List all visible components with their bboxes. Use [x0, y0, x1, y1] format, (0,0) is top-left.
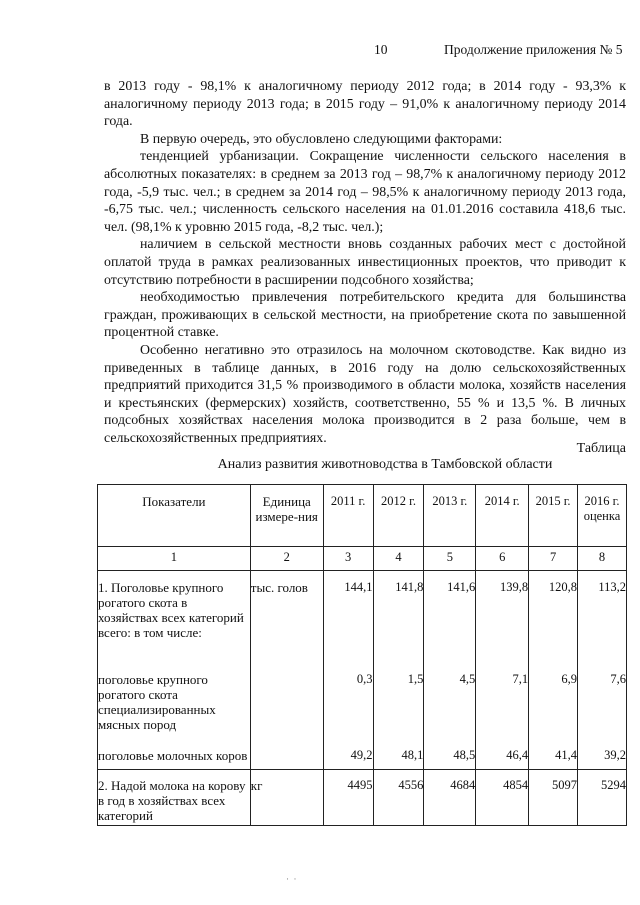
column-number: 3: [323, 547, 373, 571]
page-header: [0, 42, 640, 62]
table-label: Таблица: [576, 441, 626, 456]
column-number: 1: [98, 547, 251, 571]
page-number: 10: [374, 42, 388, 57]
continuation-note: Продолжение приложения № 5: [444, 42, 623, 57]
value: 0,3: [356, 672, 373, 686]
value: 141,8: [395, 580, 424, 594]
paragraph: наличием в сельской местности вновь созданных рабочих мест с достойной оплатой труда в рамках реализованных инвестиционных проектов, что приводит к отсутствию потребности в расширении подсобного хозяйства;: [104, 237, 626, 288]
indicator-cell: [98, 571, 251, 770]
header-year: 2012 г.: [373, 485, 424, 547]
header-year: 2011 г.: [323, 485, 373, 547]
value: 6,9: [561, 672, 577, 686]
value: 48,1: [401, 748, 424, 762]
header-indicator: Показатели: [98, 485, 251, 547]
value: 4,5: [459, 672, 476, 686]
column-number: 2: [250, 547, 323, 571]
table-title: Анализ развития животноводства в Тамбовской области: [217, 457, 553, 472]
value: 7,6: [610, 672, 626, 686]
value: 1,5: [407, 672, 424, 686]
scan-mark: · ·: [286, 874, 297, 884]
value: 7,1: [512, 672, 529, 686]
value: 41,4: [555, 748, 577, 762]
column-number: 4: [373, 547, 424, 571]
column-number: 7: [529, 547, 578, 571]
value-cell-2014: 4854: [476, 770, 529, 826]
header-year: 2014 г.: [476, 485, 529, 547]
table-header-row: [98, 485, 627, 547]
row-label-cattle-total: 1. Поголовье крупного рогатого скота в хозяйствах всех категорий всего: в том числе:: [98, 580, 244, 640]
paragraph: Особенно негативно это отразилось на молочном скотоводстве. Как видно из приведенных в таблице данных, в 2016 году на долю сельскохозяйственных предприятий приходится 31,5 % производимого в области молока, хозяйств населения и крестьянских (фермерских) хозяйств, соответственно, 55 % и 13,5 %. В личных подсобных хозяйствах населения молока производится в 2 раза больше, чем в сельскохозяйственных предприятиях.: [104, 342, 626, 446]
value-cell-2013: 4684: [424, 770, 476, 826]
header-year: 2015 г.: [529, 485, 578, 547]
paragraph: необходимостью привлечения потребительского кредита для большинства граждан, проживающих в сельской местности, на приобретение скота по завышенной процентной ставке.: [104, 290, 626, 341]
value: 144,1: [344, 580, 373, 594]
column-number: 5: [424, 547, 476, 571]
unit-cell: кг: [250, 770, 323, 826]
table-row: [98, 571, 627, 770]
header-year: 2016 г. оценка: [578, 485, 627, 547]
paragraph: тенденцией урбанизации. Сокращение численности сельского населения в абсолютных показателях: в среднем за 2013 год – 98,7% к аналогичному периоду 2012 года, -5,9 тыс. чел.; в среднем за 2014 год – 98,5% к аналогичному периоду 2013 года, -6,75 тыс. чел.; численность сельского населения на 01.01.2016 составила 418,6 тыс. чел. (98,1% к уровню 2015 года, -8,2 тыс. чел.);: [104, 149, 626, 235]
paragraph: В первую очередь, это обусловлено следующими факторами:: [140, 131, 503, 147]
table-row: [98, 770, 627, 826]
value: 139,8: [500, 580, 529, 594]
column-number: 6: [476, 547, 529, 571]
value-cell-2011: 4495: [323, 770, 373, 826]
value-cell-2013: [424, 571, 476, 770]
livestock-table: [97, 484, 627, 826]
value: 46,4: [506, 748, 529, 762]
value: 141,6: [447, 580, 476, 594]
value-cell-2012: 4556: [373, 770, 424, 826]
value: 113,2: [598, 580, 626, 594]
value-cell-2015: [529, 571, 578, 770]
value-cell-2012: [373, 571, 424, 770]
column-number: 8: [578, 547, 627, 571]
value: 39,2: [604, 748, 626, 762]
value-cell-2016: [578, 571, 627, 770]
value: 49,2: [350, 748, 373, 762]
row-label-dairy-cows: поголовье молочных коров: [98, 748, 248, 763]
column-number-row: [98, 547, 627, 571]
value: 120,8: [548, 580, 577, 594]
value-cell-2015: 5097: [529, 770, 578, 826]
header-year: 2013 г.: [424, 485, 476, 547]
unit-cell: тыс. голов: [250, 571, 323, 770]
value-cell-2016: 5294: [578, 770, 627, 826]
value: 48,5: [453, 748, 476, 762]
body-text: [104, 78, 626, 447]
value-cell-2014: [476, 571, 529, 770]
paragraph: в 2013 году - 98,1% к аналогичному периоду 2012 года; в 2014 году - 93,3% к аналогичному периоду 2013 года; в 2015 году – 91,0% к аналогичному периоду 2014 года.: [104, 79, 626, 130]
value-cell-2011: [323, 571, 373, 770]
row-label-beef-cattle: поголовье крупного рогатого скота специализированных мясных пород: [98, 672, 216, 732]
header-unit: Единица измере-ния: [250, 485, 323, 547]
row-label-milk-yield: 2. Надой молока на корову в год в хозяйствах всех категорий: [98, 770, 251, 826]
